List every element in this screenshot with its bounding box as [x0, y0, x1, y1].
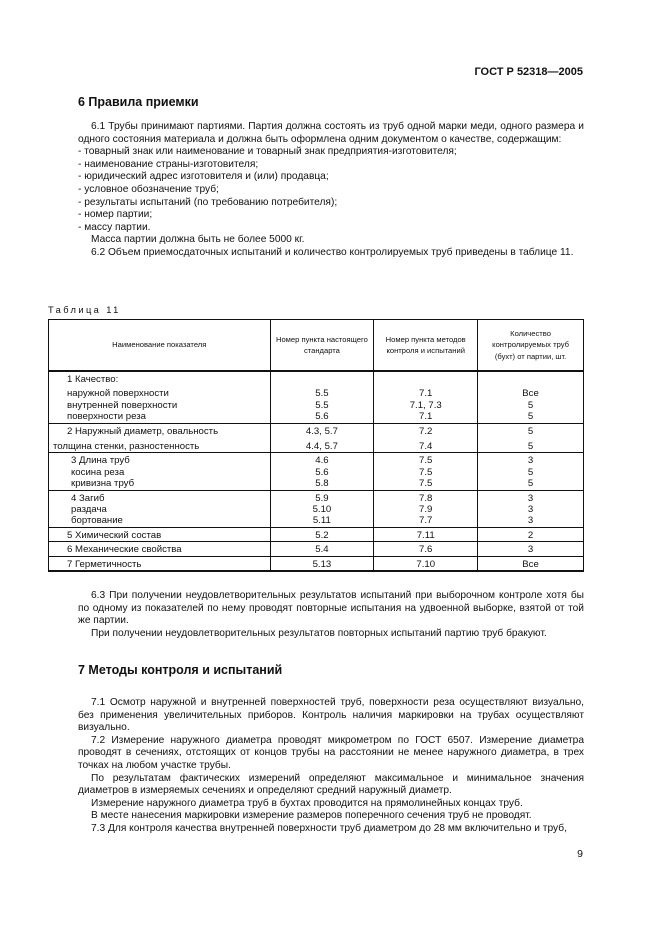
column-header: Количество контролируемых труб (бухт) от партии, шт. — [478, 320, 584, 372]
table-cell — [270, 423, 374, 453]
section-6-title: 6 Правила приемки — [78, 95, 199, 109]
table-cell — [49, 371, 271, 423]
table-cell — [374, 371, 478, 423]
table-row — [49, 556, 584, 571]
table-cell — [478, 490, 584, 527]
paragraph-7-2: 7.2 Измерение наружного диаметра проводят микрометром по ГОСТ 6507. Измерение диаметра проводят в сечениях, отстоящих от концов трубы на расстоянии не менее наружного диаметра, в трех точках на любом участке трубы. — [78, 734, 584, 771]
method-clause: 7.1 — [419, 411, 433, 423]
indicator-name: косина реза — [71, 466, 125, 478]
table-cell — [374, 423, 478, 453]
column-header: Наименование показателя — [49, 320, 271, 372]
table-cell — [270, 371, 374, 423]
table-header-row — [49, 320, 584, 372]
paragraph-7-2-results: По результатам фактических измерений определяют максимальное и минимальное значения диаметров в измеряемых сечениях и определяют средний наружный диаметр. — [78, 772, 584, 797]
sample-count: 5 — [527, 478, 534, 490]
method-clause: 7.7 — [419, 515, 433, 527]
section-7-body — [78, 697, 584, 836]
sample-count: 5 — [527, 441, 534, 453]
sample-count: 5 — [527, 425, 534, 437]
method-clause: 7.5 — [419, 466, 433, 478]
table-row — [49, 527, 584, 541]
indicator-name: 2 Наружный диаметр, овальность — [67, 425, 219, 437]
indicator-name: 7 Герметичность — [49, 556, 271, 571]
table-row — [49, 453, 584, 490]
sample-count: 2 — [478, 527, 584, 541]
method-clause: 7.10 — [374, 556, 478, 571]
clause-number: 5.6 — [315, 466, 329, 478]
method-clause: 7.9 — [419, 504, 433, 516]
table-row — [49, 371, 584, 423]
method-clause: 7.8 — [419, 492, 433, 504]
paragraph-6-3-block — [78, 590, 584, 640]
method-clause: 7.2 — [419, 425, 433, 437]
indicator-name: 3 Длина труб — [71, 455, 130, 467]
column-header: Номер пункта настоящего стандарта — [270, 320, 374, 372]
clause-number: 5.13 — [270, 556, 374, 571]
section-7-title: 7 Методы контроля и испытаний — [78, 663, 283, 677]
table-cell — [49, 423, 271, 453]
table-cell — [270, 490, 374, 527]
indicator-name: внутренней поверхности — [67, 399, 178, 411]
indicator-name: поверхности реза — [67, 411, 146, 423]
indicator-name: наружной поверхности — [67, 388, 169, 400]
paragraph-7-1: 7.1 Осмотр наружной и внутренней поверхностей труб, поверхности реза осуществляют визуально, без применения увеличительных приборов. Контроль наличия маркировки на трубах осуществляют визуально. — [78, 697, 584, 734]
table-cell — [49, 453, 271, 490]
document-contents-list — [78, 146, 584, 234]
sample-count: 3 — [527, 455, 534, 467]
standard-code: ГОСТ Р 52318—2005 — [474, 66, 583, 78]
sample-count: 5 — [527, 466, 534, 478]
paragraph-6-3-reject: При получении неудовлетворительных результатов повторных испытаний партию труб бракуют. — [91, 627, 547, 639]
clause-number: 5.2 — [270, 527, 374, 541]
table-cell — [478, 453, 584, 490]
sample-count: 3 — [527, 504, 534, 516]
indicator-name: толщина стенки, разностенность — [53, 441, 200, 453]
clause-number: 5.9 — [315, 492, 329, 504]
indicator-name: бортование — [71, 515, 123, 527]
table-cell — [478, 423, 584, 453]
list-item: - результаты испытаний (по требованию потребителя); — [78, 196, 338, 208]
list-item: - номер партии; — [78, 209, 153, 221]
sample-count: 5 — [527, 399, 534, 411]
clause-number: 4.4, 5.7 — [305, 441, 338, 453]
paragraph-7-3: 7.3 Для контроля качества внутренней поверхности труб диаметром до 28 мм включительно и труб, — [91, 822, 567, 834]
column-header: Номер пункта методов контроля и испытаний — [374, 320, 478, 372]
method-clause: 7.6 — [374, 542, 478, 556]
paragraph-7-2-marking: В месте нанесения маркировки измерение размеров поперечного сечения труб не проводят. — [91, 810, 532, 822]
method-clause: 7.11 — [374, 527, 478, 541]
page-number: 9 — [577, 848, 583, 860]
table-cell — [478, 371, 584, 423]
method-clause: 7.5 — [419, 455, 433, 467]
method-clause: 7.1, 7.3 — [409, 399, 442, 411]
sample-count: 3 — [527, 492, 534, 504]
sample-count: Все — [522, 388, 539, 400]
table-row — [49, 423, 584, 453]
sample-count: Все — [478, 556, 584, 571]
indicator-name: 6 Механические свойства — [49, 542, 271, 556]
sample-count: 5 — [527, 411, 534, 423]
paragraph-7-2-coils: Измерение наружного диаметра труб в бухтах проводится на прямолинейных концах труб. — [91, 797, 523, 809]
paragraph-6-1: 6.1 Трубы принимают партиями. Партия должна состоять из труб одной марки меди, одного размера и одного состояния материала и должна быть оформлена одним документом о качестве, содержащим: — [78, 121, 584, 145]
paragraph-6-2: 6.2 Объем приемосдаточных испытаний и количество контролируемых труб приведены в таблице 11. — [91, 246, 574, 258]
list-item: - массу партии. — [78, 221, 151, 233]
clause-number: 5.6 — [315, 411, 329, 423]
table-cell — [374, 490, 478, 527]
table-row — [49, 542, 584, 556]
clause-number: 5.8 — [315, 478, 329, 490]
indicator-name: 1 Качество: — [67, 374, 119, 385]
table-caption: Таблица 11 — [48, 305, 121, 315]
list-item: - наименование страны-изготовителя; — [78, 158, 259, 170]
list-item: - условное обозначение труб; — [78, 183, 219, 195]
clause-number: 4.6 — [315, 455, 329, 467]
indicator-name: кривизна труб — [71, 478, 135, 490]
list-item: - товарный знак или наименование и товарный знак предприятия-изготовителя; — [78, 146, 457, 158]
acceptance-tests-table — [48, 319, 584, 572]
method-clause: 7.1 — [419, 388, 433, 400]
section-6-body — [78, 121, 584, 260]
table-cell — [374, 453, 478, 490]
batch-mass-note: Масса партии должна быть не более 5000 кг. — [91, 234, 305, 246]
clause-number: 5.5 — [315, 399, 329, 411]
list-item: - юридический адрес изготовителя и (или) продавца; — [78, 171, 329, 183]
sample-count: 3 — [478, 542, 584, 556]
table-row — [49, 490, 584, 527]
indicator-name: 5 Химический состав — [49, 527, 271, 541]
clause-number: 5.4 — [270, 542, 374, 556]
clause-number: 4.3, 5.7 — [305, 425, 338, 437]
method-clause: 7.4 — [419, 441, 433, 453]
sample-count: 3 — [527, 515, 534, 527]
table-cell — [49, 490, 271, 527]
clause-number: 5.11 — [312, 515, 331, 527]
paragraph-6-3: 6.3 При получении неудовлетворительных результатов испытаний при выборочном контроле хотя бы по одному из показателей по нему проводят повторные испытания на удвоенной выборке, взятой от той же партии. — [78, 590, 584, 627]
table-cell — [270, 453, 374, 490]
indicator-name: раздача — [71, 504, 107, 516]
indicator-name: 4 Загиб — [71, 492, 105, 504]
method-clause: 7.5 — [419, 478, 433, 490]
clause-number: 5.10 — [312, 504, 332, 516]
clause-number: 5.5 — [315, 388, 329, 400]
